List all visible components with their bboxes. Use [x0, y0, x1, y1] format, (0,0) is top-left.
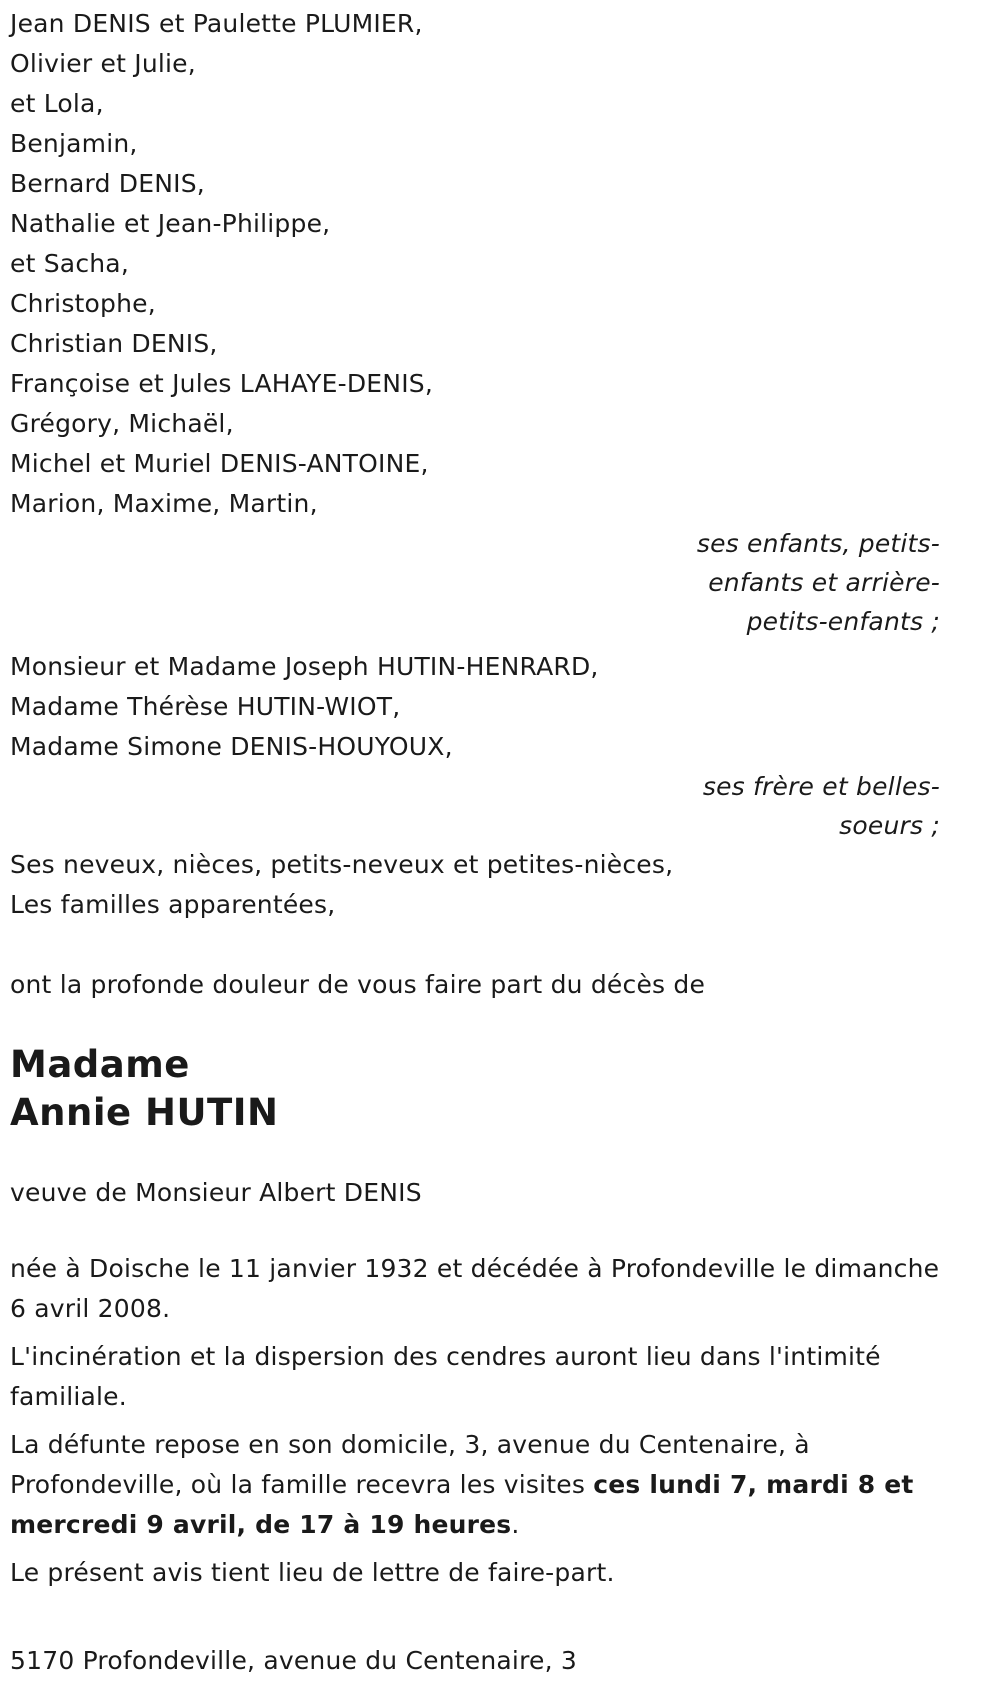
- extended-family: [10, 845, 990, 925]
- widow-of: veuve de Monsieur Albert DENIS: [10, 1178, 422, 1207]
- children-group: [10, 4, 990, 524]
- family-line: Benjamin,: [10, 129, 138, 158]
- visits-end: .: [511, 1510, 520, 1539]
- siblings-group: [10, 647, 990, 767]
- relation-line: soeurs ;: [839, 811, 940, 840]
- family-line: Les familles apparentées,: [10, 890, 336, 919]
- family-line: Madame Simone DENIS-HOUYOUX,: [10, 732, 453, 761]
- details: [10, 1249, 940, 1593]
- family-line: Bernard DENIS,: [10, 169, 205, 198]
- visits-text: La défunte repose en son domicile, 3, avenue du Centenaire, à Profondeville, où la famille recevra les visites: [10, 1430, 810, 1499]
- family-line: Monsieur et Madame Joseph HUTIN-HENRARD,: [10, 652, 599, 681]
- relation-line: petits-enfants ;: [746, 607, 940, 636]
- deceased-name-block: [10, 1041, 990, 1137]
- family-line: Françoise et Jules LAHAYE-DENIS,: [10, 369, 433, 398]
- siblings-relation: [10, 767, 940, 845]
- birth-death: née à Doische le 11 janvier 1932 et décédée à Profondeville le dimanche 6 avril 2008.: [10, 1254, 940, 1323]
- family-line: Christian DENIS,: [10, 329, 218, 358]
- relation-line: enfants et arrière-: [708, 568, 940, 597]
- family-line: Jean DENIS et Paulette PLUMIER,: [10, 9, 423, 38]
- family-line: Grégory, Michaël,: [10, 409, 234, 438]
- family-line: Nathalie et Jean-Philippe,: [10, 209, 331, 238]
- children-relation: [10, 524, 940, 641]
- family-line: Madame Thérèse HUTIN-WIOT,: [10, 692, 401, 721]
- family-line: Christophe,: [10, 289, 156, 318]
- family-line: et Lola,: [10, 89, 104, 118]
- relation-line: ses frère et belles-: [702, 772, 940, 801]
- deceased-title: Madame: [10, 1043, 190, 1086]
- relation-line: ses enfants, petits-: [696, 529, 940, 558]
- family-line: Ses neveux, nièces, petits-neveux et petites-nièces,: [10, 850, 674, 879]
- family-line: Olivier et Julie,: [10, 49, 196, 78]
- notice: Le présent avis tient lieu de lettre de faire-part.: [10, 1558, 615, 1587]
- deceased-name: Annie HUTIN: [10, 1091, 279, 1134]
- family-line: Marion, Maxime, Martin,: [10, 489, 318, 518]
- family-line: Michel et Muriel DENIS-ANTOINE,: [10, 449, 429, 478]
- address: 5170 Profondeville, avenue du Centenaire, 3: [10, 1646, 577, 1675]
- family-line: et Sacha,: [10, 249, 129, 278]
- visits: [10, 1425, 940, 1545]
- ceremony: L'incinération et la dispersion des cendres auront lieu dans l'intimité familiale.: [10, 1342, 881, 1411]
- visits-schedule: ces lundi 7, mardi 8 et mercredi 9 avril, de 17 à 19 heures: [10, 1470, 914, 1539]
- announcement: ont la profonde douleur de vous faire part du décès de: [10, 970, 706, 999]
